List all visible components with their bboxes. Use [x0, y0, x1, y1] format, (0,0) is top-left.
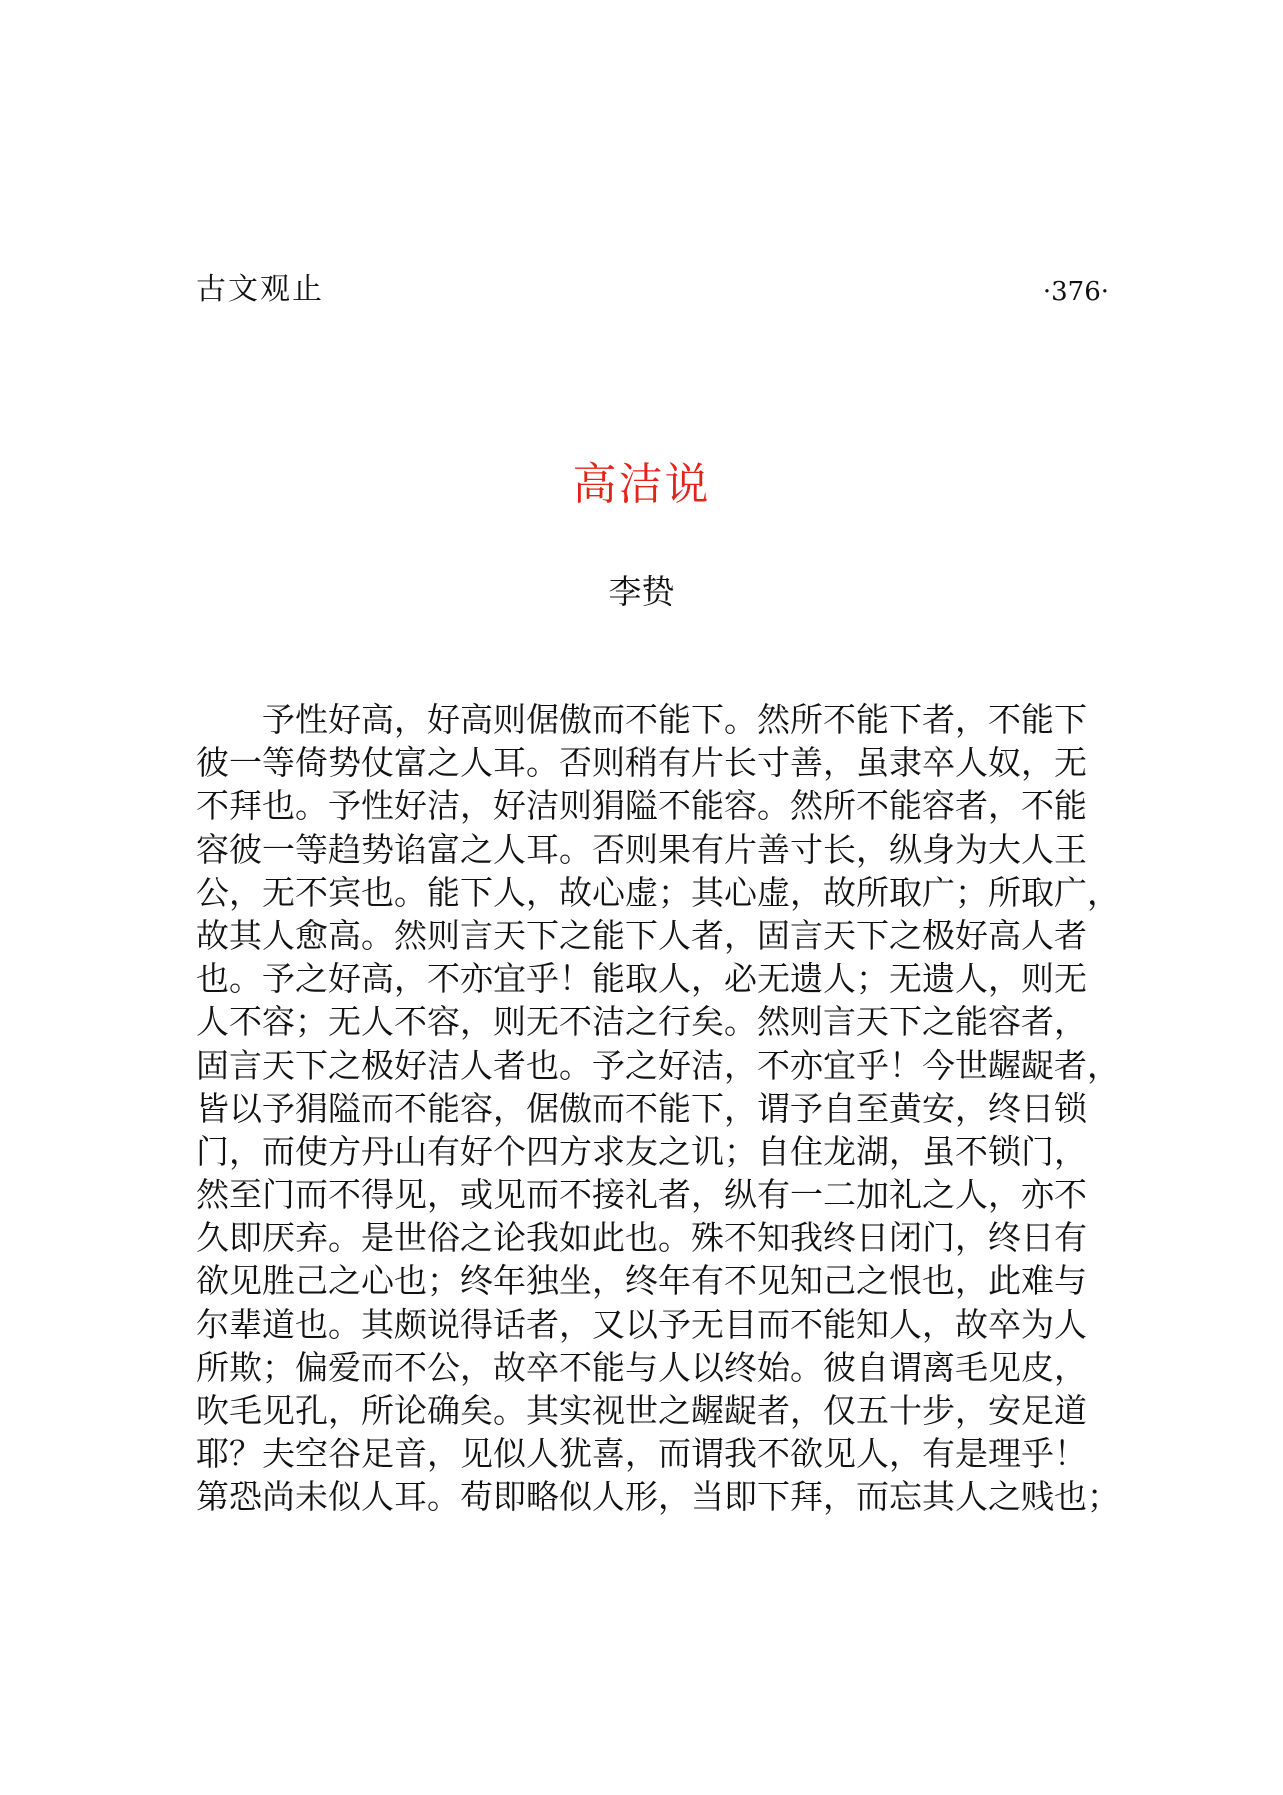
text-line: 所欺；偏爱而不公，故卒不能与人以终始。彼自谓离毛见皮， — [196, 1347, 1087, 1387]
text-line: 容彼一等趋势谄富之人耳。否则果有片善寸长，纵身为大人王 — [196, 829, 1087, 869]
text-line: 不拜也。予性好洁，好洁则狷隘不能容。然所不能容者，不能 — [196, 786, 1087, 826]
text-line: 皆以予狷隘而不能容，倨傲而不能下，谓予自至黄安，终日锁 — [196, 1088, 1087, 1128]
text-line: 固言天下之极好洁人者也。予之好洁，不亦宜乎！今世龌龊者， — [196, 1045, 1120, 1085]
text-line: 吹毛见孔，所论确矣。其实视世之龌龊者，仅五十步，安足道 — [196, 1391, 1087, 1430]
text-line: 故其人愈高。然则言天下之能下人者，固言天下之极好高人者 — [196, 915, 1087, 955]
text-line: 然至门而不得见，或见而不接礼者，纵有一二加礼之人，亦不 — [196, 1175, 1087, 1215]
text-line: 门，而使方丹山有好个四方求友之讥；自住龙湖，虽不锁门， — [196, 1131, 1087, 1171]
text-line: 久即厌弃。是世俗之论我如此也。殊不知我终日闭门，终日有 — [196, 1218, 1087, 1258]
text-line: 予性好高，好高则倨傲而不能下。然所不能下者，不能下 — [262, 700, 1087, 739]
text-line: 尔辈道也。其颇说得话者，又以予无目而不能知人，故卒为人 — [196, 1304, 1087, 1344]
text-line: 公，无不宾也。能下人，故心虚；其心虚，故所取广；所取广， — [196, 872, 1120, 912]
article-author: 李贽 — [608, 572, 675, 611]
text-line: 欲见胜己之心也；终年独坐，终年有不见知己之恨也，此难与 — [196, 1261, 1087, 1301]
text-line: 也。予之好高，不亦宜乎！能取人，必无遗人；无遗人，则无 — [196, 959, 1087, 999]
text-line: 耶？夫空谷足音，见似人犹喜，而谓我不欲见人，有是理乎！ — [196, 1434, 1087, 1474]
article-body — [196, 698, 1120, 1519]
text-line: 人不容；无人不容，则无不洁之行矣。然则言天下之能容者， — [196, 1002, 1087, 1042]
article-title: 高洁说 — [572, 459, 711, 510]
page-number: ·376· — [1042, 277, 1109, 307]
text-line: 第恐尚未似人耳。苟即略似人形，当即下拜，而忘其人之贱也； — [196, 1477, 1120, 1517]
text-line: 彼一等倚势仗富之人耳。否则稍有片长寸善，虽隶卒人奴，无 — [196, 743, 1087, 783]
book-title: 古文观止 — [196, 272, 324, 307]
